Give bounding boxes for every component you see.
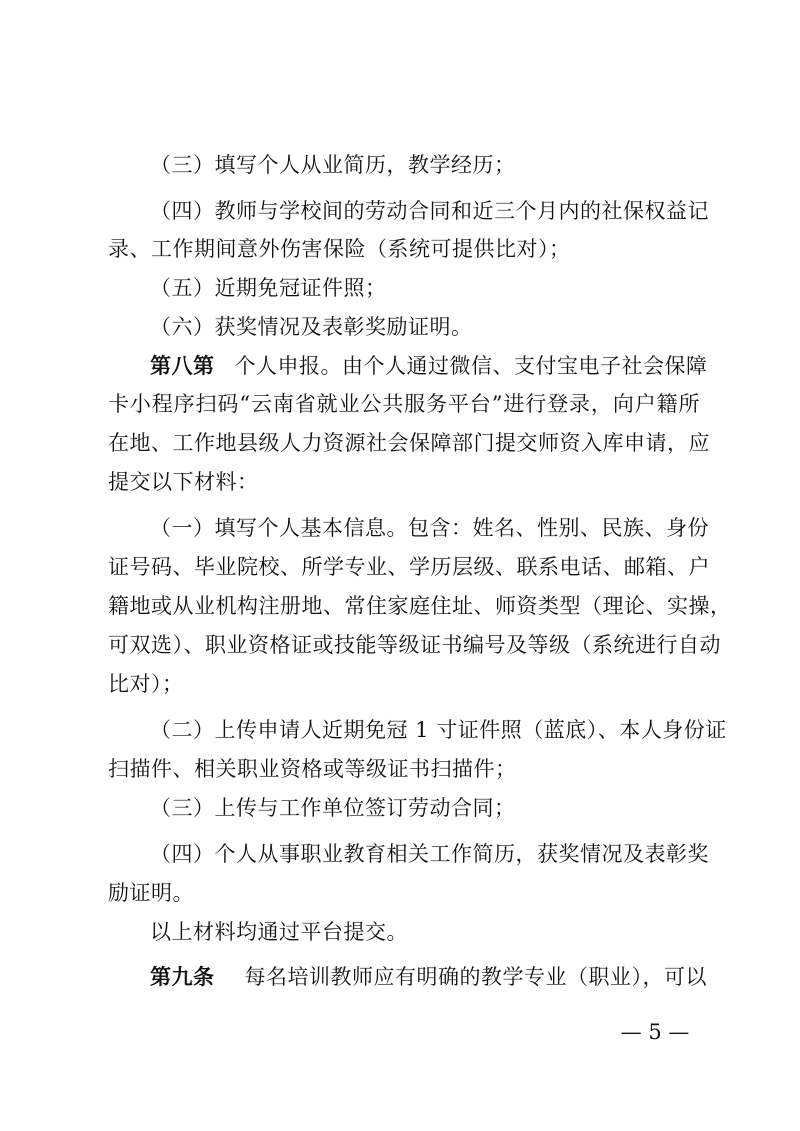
paragraph-line: 扫描件、相关职业资格或等级证书扫描件；: [108, 757, 517, 781]
paragraph-line: （四）教师与学校间的劳动合同和近三个月内的社保权益记: [150, 199, 709, 223]
article-9-text: 每名培训教师应有明确的教学专业（职业），可以: [244, 965, 707, 989]
paragraph-line: （三）填写个人从业简历，教学经历；: [150, 153, 516, 177]
paragraph-line: （一）填写个人基本信息。包含：姓名、性别、民族、身份: [150, 516, 709, 540]
paragraph-line: 比对）；: [108, 672, 184, 696]
paragraph-line: （四）个人从事职业教育相关工作简历，获奖情况及表彰奖: [150, 842, 709, 866]
paragraph-line: 以上材料均通过平台提交。: [150, 920, 408, 944]
article-9-label: 第九条: [150, 964, 215, 989]
paragraph-line: 录、工作期间意外伤害保险（系统可提供比对）；: [108, 237, 571, 261]
page-number: — 5 —: [620, 1020, 690, 1044]
paragraph-line: 籍地或从业机构注册地、常住家庭住址、师资类型（理论、实操，: [108, 594, 732, 618]
paragraph-line: 卡小程序扫码“云南省就业公共服务平台”进行登录，向户籍所: [108, 392, 700, 416]
paragraph-line: （二）上传申请人近期免冠 1 寸证件照（蓝底）、本人身份证: [150, 718, 727, 742]
article-8-heading-line: [150, 346, 708, 386]
paragraph-line: 可双选）、职业资格证或技能等级证书编号及等级（系统进行自动: [108, 633, 721, 657]
article-8-text: 个人申报。由个人通过微信、支付宝电子社会保障: [234, 354, 708, 378]
paragraph-line: （三）上传与工作单位签订劳动合同；: [150, 796, 516, 820]
paragraph-line: 证号码、毕业院校、所学专业、学历层级、联系电话、邮箱、户: [108, 555, 710, 579]
article-9-heading-line: [150, 957, 707, 997]
paragraph-line: （五）近期免冠证件照；: [150, 276, 387, 300]
paragraph-line: 提交以下材料：: [108, 470, 259, 494]
article-8-label: 第八第: [150, 353, 215, 378]
paragraph-line: 在地、工作地县级人力资源社会保障部门提交师资入库申请，应: [108, 431, 710, 455]
paragraph-line: 励证明。: [108, 881, 194, 905]
paragraph-line: （六）获奖情况及表彰奖励证明。: [150, 315, 473, 339]
